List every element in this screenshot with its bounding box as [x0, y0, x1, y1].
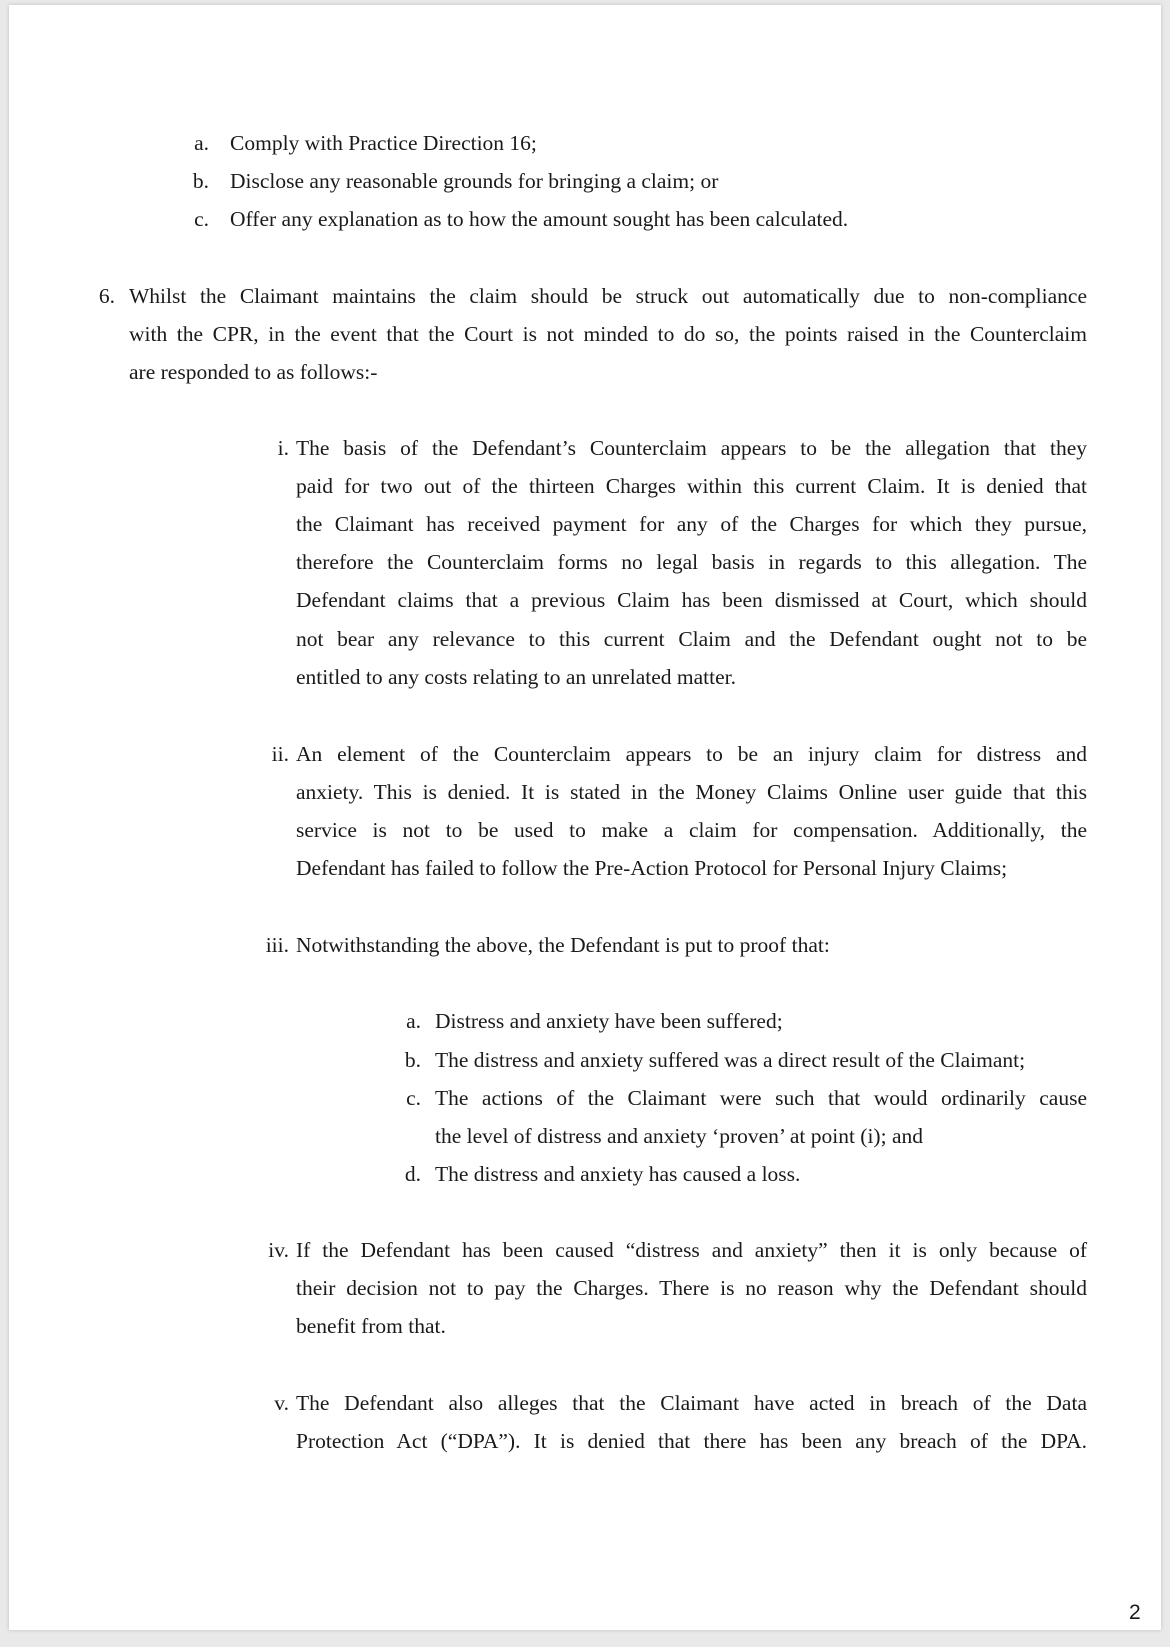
list-item: Disclose any reasonable grounds for bringing a claim; or [230, 169, 719, 193]
subparagraph-line: Defendant claims that a previous Claim has been dismissed at Court, which should [296, 588, 1087, 612]
subparagraph-line: service is not to be used to make a claim for compensation. Additionally, the [296, 818, 1087, 842]
list-item: The actions of the Claimant were such that would ordinarily cause [435, 1086, 1087, 1110]
list-item: The distress and anxiety has caused a loss. [435, 1162, 801, 1186]
list-marker: b. [192, 169, 209, 193]
subparagraph-line: not bear any relevance to this current Claim and the Defendant ought not to be [296, 627, 1087, 651]
list-marker: d. [404, 1162, 421, 1186]
subparagraph-line: paid for two out of the thirteen Charges within this current Claim. It is denied that [296, 474, 1087, 498]
list-item: The distress and anxiety suffered was a direct result of the Claimant; [435, 1048, 1026, 1072]
subparagraph-line: Defendant has failed to follow the Pre-Action Protocol for Personal Injury Claims; [296, 856, 1008, 880]
document-page [9, 5, 1161, 1630]
subparagraph-marker: i. [277, 436, 289, 460]
subparagraph-line: therefore the Counterclaim forms no legal basis in regards to this allegation. The [296, 550, 1087, 574]
subparagraph-line: Protection Act (“DPA”). It is denied that there has been any breach of the DPA. [296, 1429, 1087, 1453]
list-item: Comply with Practice Direction 16; [230, 131, 537, 155]
list-marker: c. [406, 1086, 421, 1110]
subparagraph-line: their decision not to pay the Charges. There is no reason why the Defendant should [296, 1276, 1087, 1300]
paragraph-line: are responded to as follows:- [129, 360, 378, 384]
subparagraph-line: anxiety. This is denied. It is stated in the Money Claims Online user guide that this [296, 780, 1087, 804]
list-marker: c. [194, 207, 209, 231]
list-marker: a. [194, 131, 209, 155]
subparagraph-marker: iv. [268, 1238, 289, 1262]
subparagraph-line: Notwithstanding the above, the Defendant is put to proof that: [296, 933, 830, 957]
subparagraph-line: the Claimant has received payment for any of the Charges for which they pursue, [296, 512, 1087, 536]
list-marker: b. [404, 1048, 421, 1072]
list-item: the level of distress and anxiety ‘proven’ at point (i); and [435, 1124, 923, 1148]
subparagraph-marker: v. [274, 1391, 289, 1415]
subparagraph-line: The Defendant also alleges that the Claimant have acted in breach of the Data [296, 1391, 1087, 1415]
subparagraph-line: An element of the Counterclaim appears to be an injury claim for distress and [296, 742, 1087, 766]
page-number: 2 [1129, 1601, 1141, 1624]
subparagraph-marker: iii. [265, 933, 289, 957]
list-item: Offer any explanation as to how the amount sought has been calculated. [230, 207, 849, 231]
list-marker: a. [406, 1009, 421, 1033]
subparagraph-line: If the Defendant has been caused “distress and anxiety” then it is only because of [296, 1238, 1087, 1262]
subparagraph-marker: ii. [271, 742, 289, 766]
paragraph-line: with the CPR, in the event that the Court is not minded to do so, the points raised in the Counterclaim [129, 322, 1087, 346]
subparagraph-line: entitled to any costs relating to an unrelated matter. [296, 665, 737, 689]
paragraph-line: Whilst the Claimant maintains the claim should be struck out automatically due to non-compliance [129, 284, 1087, 308]
paragraph-number: 6. [98, 284, 115, 308]
subparagraph-line: The basis of the Defendant’s Counterclaim appears to be the allegation that they [296, 436, 1087, 460]
subparagraph-line: benefit from that. [296, 1314, 446, 1338]
list-item: Distress and anxiety have been suffered; [435, 1009, 783, 1033]
